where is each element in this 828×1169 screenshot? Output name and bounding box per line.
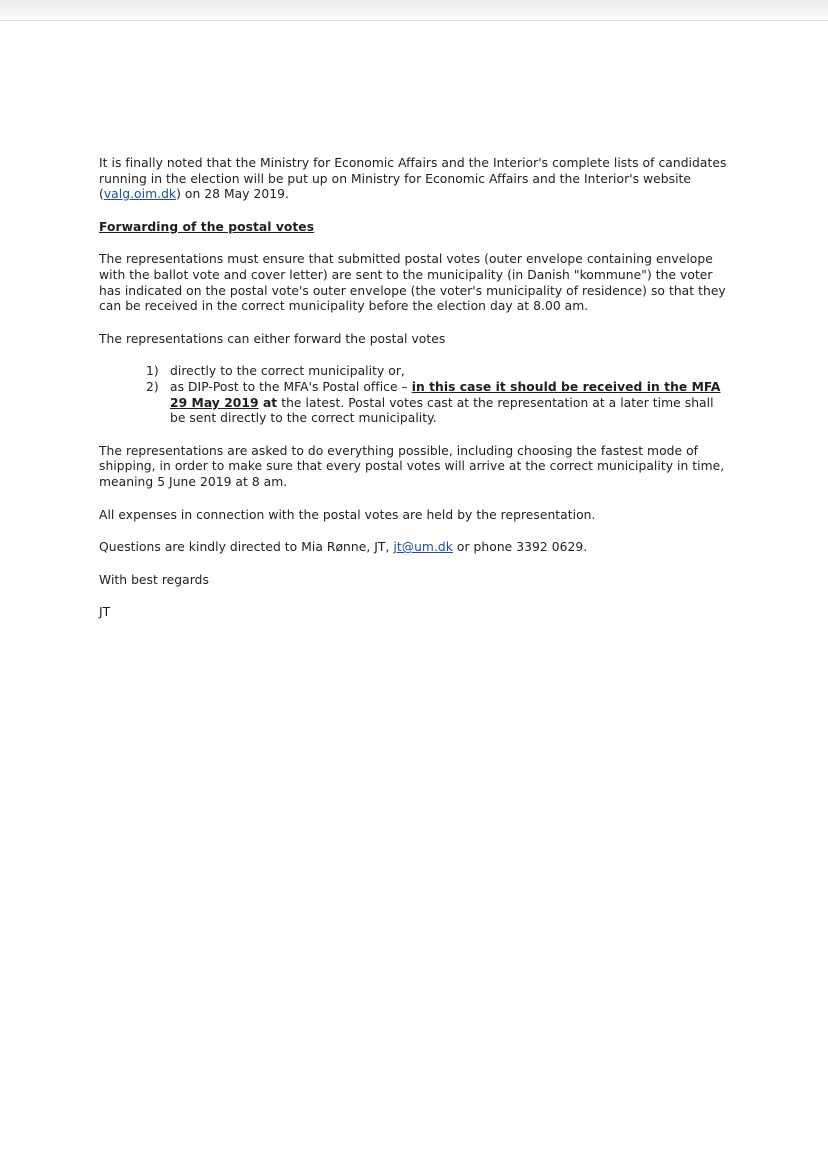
list-number: 1) — [146, 364, 159, 379]
forwarding-paragraph: The representations must ensure that submitted postal votes (outer envelope containing envelope with the ballot vote and cover letter) are sent to the municipality (in Danish "kommune") the voter has indicated on the postal vote's outer envelope (the voter's municipality of residence) so that they can be received in the correct municipality before the election day at 8.00 am. — [99, 252, 726, 314]
paragraph-text: It is finally noted that the Ministry for Economic Affairs and the Interior's complete lists of candidates running in the election will be put up on Ministry for Economic Affairs and the Interior's website ( — [99, 156, 727, 202]
list-item — [146, 364, 731, 380]
list-item-text: the latest. Postal votes cast at the representation at a later time shall be sent directly to the correct municipality. — [170, 395, 714, 426]
list-number: 2) — [146, 379, 159, 394]
contact-paragraph — [99, 540, 731, 556]
closing: With best regards — [99, 572, 209, 587]
candidate-lists-paragraph — [99, 156, 731, 203]
list-intro: The representations can either forward the postal votes — [99, 331, 446, 346]
list-item-text: as DIP-Post to the MFA's Postal office – — [170, 379, 412, 394]
bold-word: at — [258, 395, 278, 410]
shipping-paragraph: The representations are asked to do everything possible, including choosing the fastest mode of shipping, in order to make sure that every postal votes will arrive at the correct municipality in time, meaning 5 June 2019 at 8 am. — [99, 443, 725, 489]
valg-oim-link[interactable]: valg.oim.dk — [103, 187, 177, 202]
paragraph-text: ) on 28 May 2019. — [176, 187, 289, 202]
deadline-emphasis: in this case it should be received in the MFA 29 May 2019 — [170, 379, 721, 410]
expenses-paragraph: All expenses in connection with the postal votes are held by the representation. — [99, 507, 596, 522]
signature: JT — [99, 605, 111, 620]
contact-text: or phone 3392 0629. — [452, 540, 588, 555]
list-item-text: directly to the correct municipality or, — [170, 364, 405, 379]
contact-text: Questions are kindly directed to Mia Rønne, JT, — [99, 540, 394, 555]
section-heading: Forwarding of the postal votes — [99, 219, 315, 234]
list-item — [146, 379, 731, 427]
forwarding-options-list — [99, 364, 731, 426]
email-link[interactable]: jt@um.dk — [393, 540, 453, 555]
letter-body — [99, 156, 731, 638]
scan-top-edge — [0, 0, 828, 21]
